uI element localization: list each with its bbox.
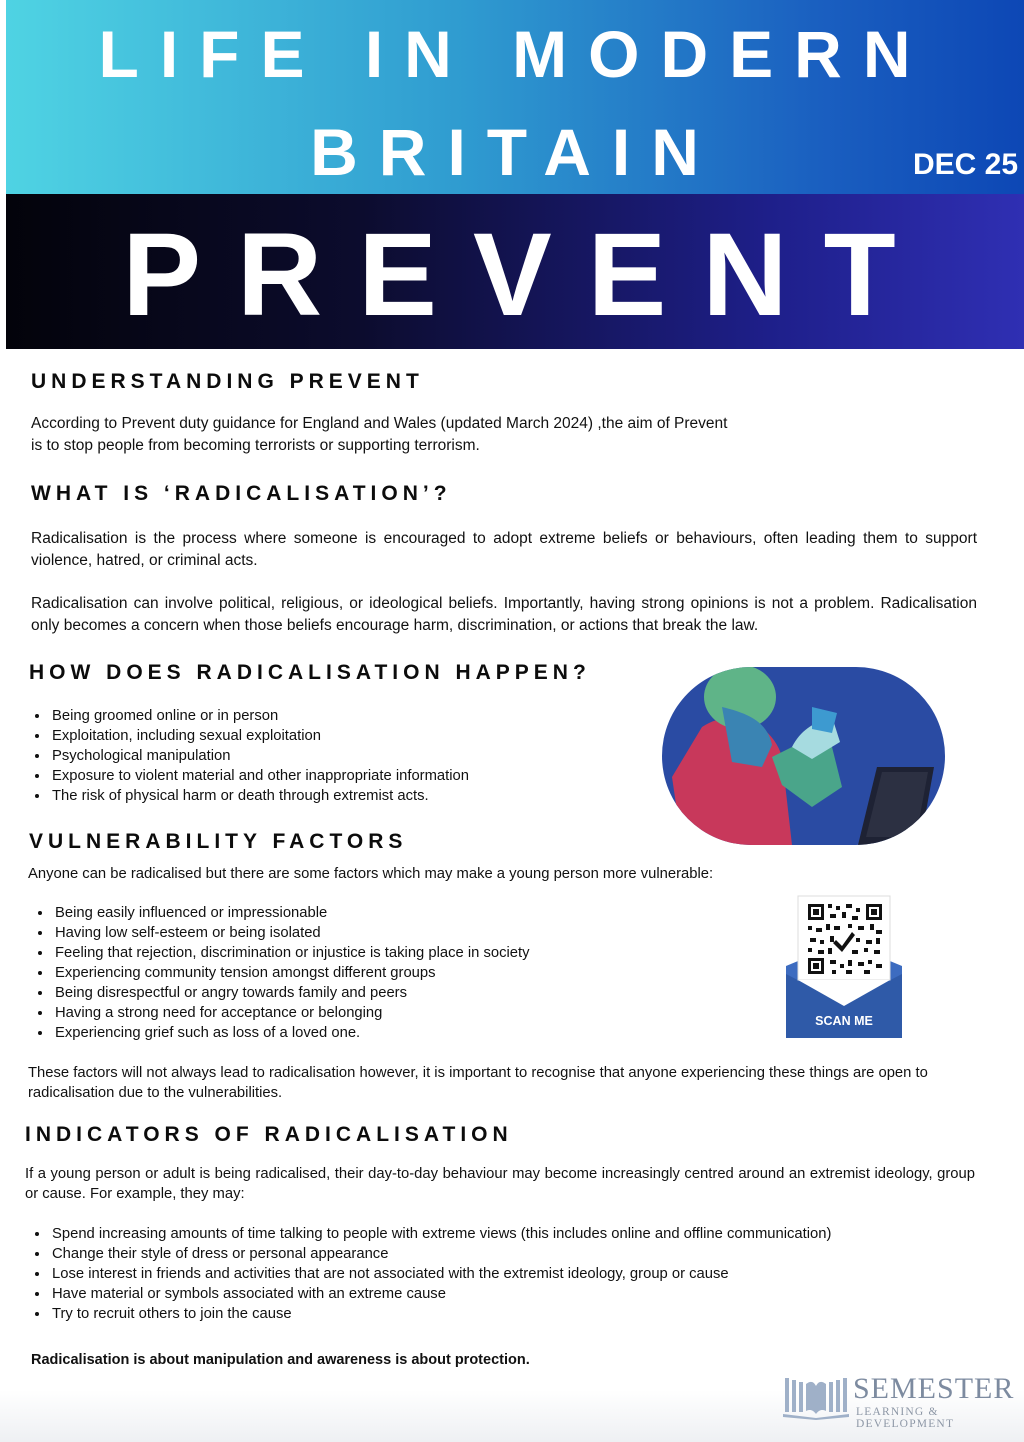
- understanding-line-1: According to Prevent duty guidance for England and Wales (updated March 2024) ,the aim of Prevent: [31, 415, 728, 432]
- heading-vulnerability-factors: VULNERABILITY FACTORS: [29, 830, 408, 853]
- scan-me-label: SCAN ME: [815, 1014, 873, 1028]
- closing-statement: Radicalisation is about manipulation and awareness is about protection.: [31, 1352, 530, 1368]
- vulnerability-list: [31, 903, 673, 1043]
- title-line-1: LIFE IN MODERN: [98, 17, 932, 91]
- title-line-2: BRITAIN: [310, 115, 720, 189]
- how-list: [28, 706, 650, 806]
- what-is-paragraph-1: Radicalisation is the process where someone is encouraged to adopt extreme beliefs or behaviours, often leading them to support violence, hatred, or criminal acts.: [31, 530, 977, 569]
- list-item: • The risk of physical harm or death through extremist acts.: [50, 786, 650, 806]
- list-item: • Experiencing community tension amongst different groups: [53, 963, 673, 983]
- list-item: • Having a strong need for acceptance or belonging: [53, 1003, 673, 1023]
- books-logo-icon: [783, 1374, 849, 1420]
- list-item: • Being groomed online or in person: [50, 706, 650, 726]
- radicalisation-illustration: [662, 667, 945, 845]
- issue-date: DEC 25: [912, 148, 1018, 181]
- list-item: • Exploitation, including sexual exploitation: [50, 726, 650, 746]
- vulnerability-outro: These factors will not always lead to radicalisation however, it is important to recognise that anyone experiencing these things are open to radicalisation due to the vulnerabilities.: [28, 1065, 928, 1101]
- list-item: • Change their style of dress or personal appearance: [50, 1244, 990, 1264]
- logo-tagline: LEARNING & DEVELOPMENT: [856, 1406, 955, 1430]
- indicators-list: [28, 1224, 990, 1324]
- list-item: • Psychological manipulation: [50, 746, 650, 766]
- list-item: • Being easily influenced or impressionable: [53, 903, 673, 923]
- what-is-paragraph-2: Radicalisation can involve political, religious, or ideological beliefs. Importantly, having strong opinions is not a problem. Radicalisation only becomes a concern when those beliefs encourage harm, discrimination, or actions that break the law.: [31, 595, 977, 634]
- list-item: • Exposure to violent material and other inappropriate information: [50, 766, 650, 786]
- vulnerability-intro: Anyone can be radicalised but there are some factors which may make a young person more vulnerable:: [28, 866, 714, 882]
- main-title: PREVENT: [122, 209, 932, 341]
- list-item: • Having low self-esteem or being isolated: [53, 923, 673, 943]
- list-item: • Try to recruit others to join the cause: [50, 1304, 990, 1324]
- list-item: • Lose interest in friends and activities that are not associated with the extremist ideology, group or cause: [50, 1264, 990, 1284]
- understanding-text: [31, 413, 831, 457]
- heading-understanding-prevent: UNDERSTANDING PREVENT: [31, 370, 424, 393]
- heading-how-does-radicalisation-happen: HOW DOES RADICALISATION HAPPEN?: [29, 661, 591, 684]
- indicators-intro: If a young person or adult is being radicalised, their day-to-day behaviour may become increasingly centred around an extremist ideology, group or cause. For example, they may:: [25, 1166, 975, 1202]
- list-item: • Have material or symbols associated with an extreme cause: [50, 1284, 990, 1304]
- list-item: • Being disrespectful or angry towards family and peers: [53, 983, 673, 1003]
- list-item: • Spend increasing amounts of time talking to people with extreme views (this includes online and offline communication): [50, 1224, 990, 1244]
- list-item: • Feeling that rejection, discrimination or injustice is taking place in society: [53, 943, 673, 963]
- logo-name: SEMESTER: [853, 1372, 1015, 1405]
- heading-indicators-of-radicalisation: INDICATORS OF RADICALISATION: [25, 1123, 513, 1146]
- understanding-line-2: is to stop people from becoming terrorists or supporting terrorism.: [31, 437, 480, 454]
- list-item: • Experiencing grief such as loss of a loved one.: [53, 1023, 673, 1043]
- heading-what-is-radicalisation: WHAT IS ‘RADICALISATION’?: [31, 482, 452, 505]
